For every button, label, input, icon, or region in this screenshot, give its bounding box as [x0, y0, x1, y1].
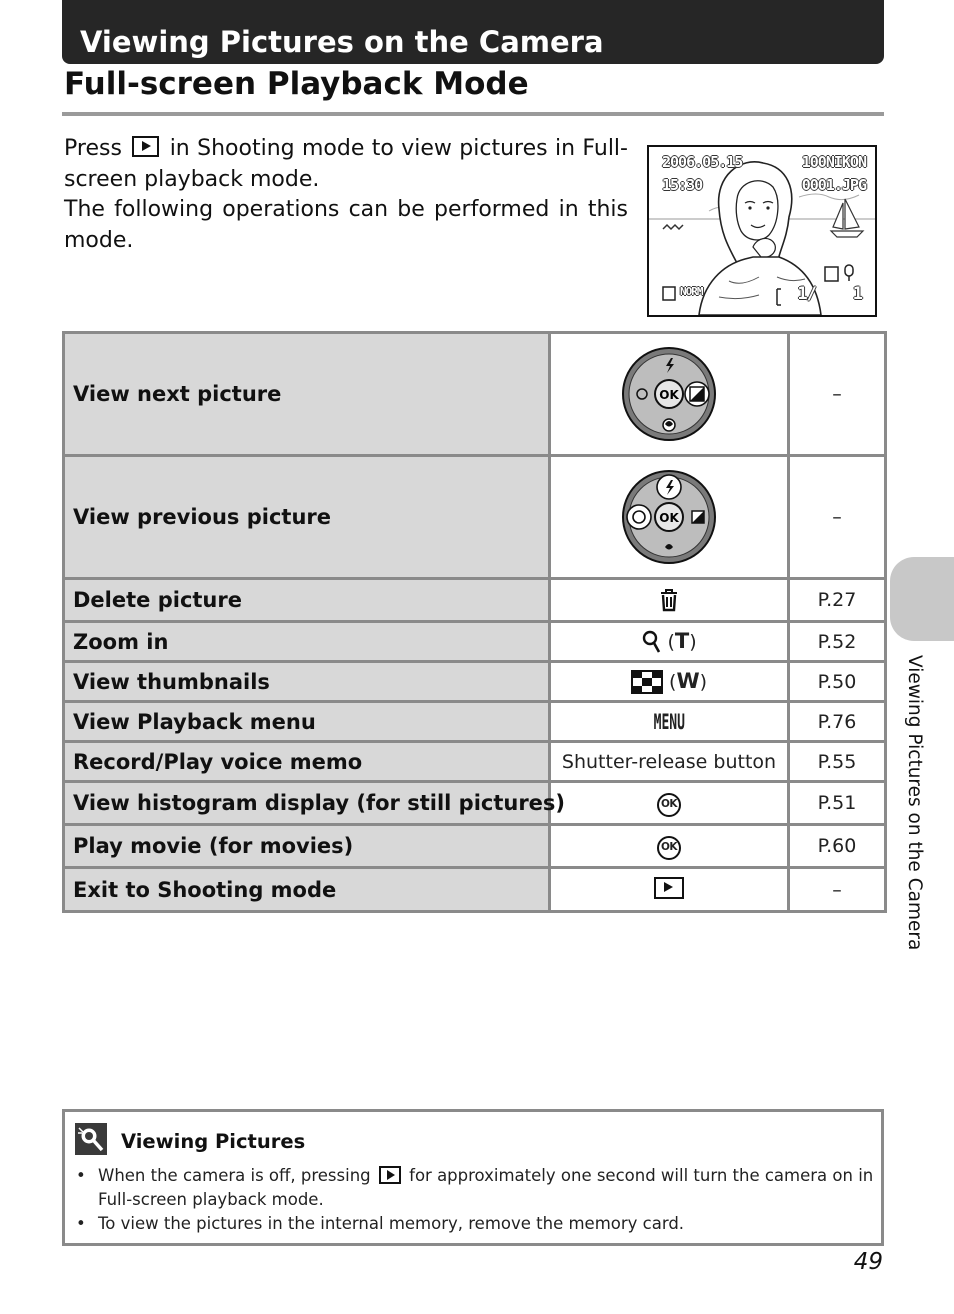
operation-label: View previous picture [64, 456, 550, 579]
operation-control [550, 825, 789, 868]
multi-selector-left-icon [619, 467, 719, 567]
chapter-tab-label: Viewing Pictures on the Camera [904, 655, 925, 951]
operation-control [550, 702, 789, 742]
osd-time: 15:30 [662, 176, 703, 194]
page-reference: – [789, 456, 886, 579]
list-item: • When the camera is off, pressing for approximately one second will turn the camera on in Full-screen playback mode. [73, 1164, 879, 1212]
multi-selector-right-icon [619, 344, 719, 444]
operation-label: View thumbnails [64, 662, 550, 702]
playback-button-icon [654, 877, 684, 899]
tip-box [62, 1109, 884, 1246]
osd-frame-counter: 1/ 1 [797, 284, 862, 304]
ok-button-icon: OK [657, 836, 681, 860]
svg-text:OK: OK [659, 511, 679, 525]
table-row [64, 782, 886, 825]
osd-date: 2006.05.15 [662, 153, 743, 171]
table-row [64, 579, 886, 622]
page-reference: P.76 [789, 702, 886, 742]
trash-icon [658, 588, 680, 612]
page-reference: P.52 [789, 622, 886, 662]
page-reference: P.51 [789, 782, 886, 825]
section-title: Viewing Pictures on the Camera [80, 25, 604, 59]
chapter-tab [890, 557, 954, 641]
operation-control [550, 456, 789, 579]
menu-button-icon: MENU [653, 709, 685, 734]
page-reference: P.50 [789, 662, 886, 702]
operation-label: Delete picture [64, 579, 550, 622]
page-reference: P.27 [789, 579, 886, 622]
tip-magnifier-icon [75, 1123, 107, 1155]
zoom-magnifier-icon [641, 630, 661, 654]
section-banner [62, 0, 884, 64]
operation-label: Zoom in [64, 622, 550, 662]
operation-label: View histogram display (for still pictures) [64, 782, 550, 825]
operation-label: View next picture [64, 333, 550, 456]
table-row [64, 742, 886, 782]
svg-text:OK: OK [659, 388, 679, 402]
page-reference: P.55 [789, 742, 886, 782]
table-row [64, 662, 886, 702]
zoom-tele-label: T [674, 628, 690, 653]
playback-button-icon [132, 136, 159, 157]
intro-text [64, 134, 628, 256]
intro-line-2: The following operations can be performed in this mode. [64, 197, 628, 253]
page-number: 49 [853, 1249, 883, 1275]
operation-control: (T) [550, 622, 789, 662]
ok-button-icon: OK [657, 793, 681, 817]
page-reference: – [789, 333, 886, 456]
title-divider [62, 112, 884, 116]
operation-control: (W) [550, 662, 789, 702]
intro-line-1: Press in Shooting mode to view pictures in Full-screen playback mode. [64, 136, 628, 192]
operation-label: Play movie (for movies) [64, 825, 550, 868]
operation-control [550, 579, 789, 622]
osd-quality: NORM [680, 285, 703, 298]
osd-folder: 100NIKON [801, 153, 866, 171]
operation-control [550, 868, 789, 912]
operation-control [550, 782, 789, 825]
table-row [64, 702, 886, 742]
table-row [64, 622, 886, 662]
table-row [64, 333, 886, 456]
shutter-release-text: Shutter-release button [550, 742, 789, 782]
list-item: • To view the pictures in the internal memory, remove the memory card. [73, 1212, 879, 1236]
page-title: Full-screen Playback Mode [64, 66, 529, 102]
table-row [64, 456, 886, 579]
monitor-preview [647, 145, 877, 317]
table-row [64, 868, 886, 912]
page-reference: – [789, 868, 886, 912]
tip-title: Viewing Pictures [121, 1130, 306, 1153]
operation-label: Exit to Shooting mode [64, 868, 550, 912]
operation-label: Record/Play voice memo [64, 742, 550, 782]
thumbnail-grid-icon [631, 670, 663, 694]
operations-table [62, 331, 887, 913]
zoom-wide-label: W [676, 668, 700, 693]
operation-label: View Playback menu [64, 702, 550, 742]
page-reference: P.60 [789, 825, 886, 868]
playback-button-icon [379, 1166, 401, 1184]
operation-control [550, 333, 789, 456]
osd-file-name: 0001.JPG [801, 176, 866, 194]
tip-list [73, 1164, 879, 1236]
table-row [64, 825, 886, 868]
